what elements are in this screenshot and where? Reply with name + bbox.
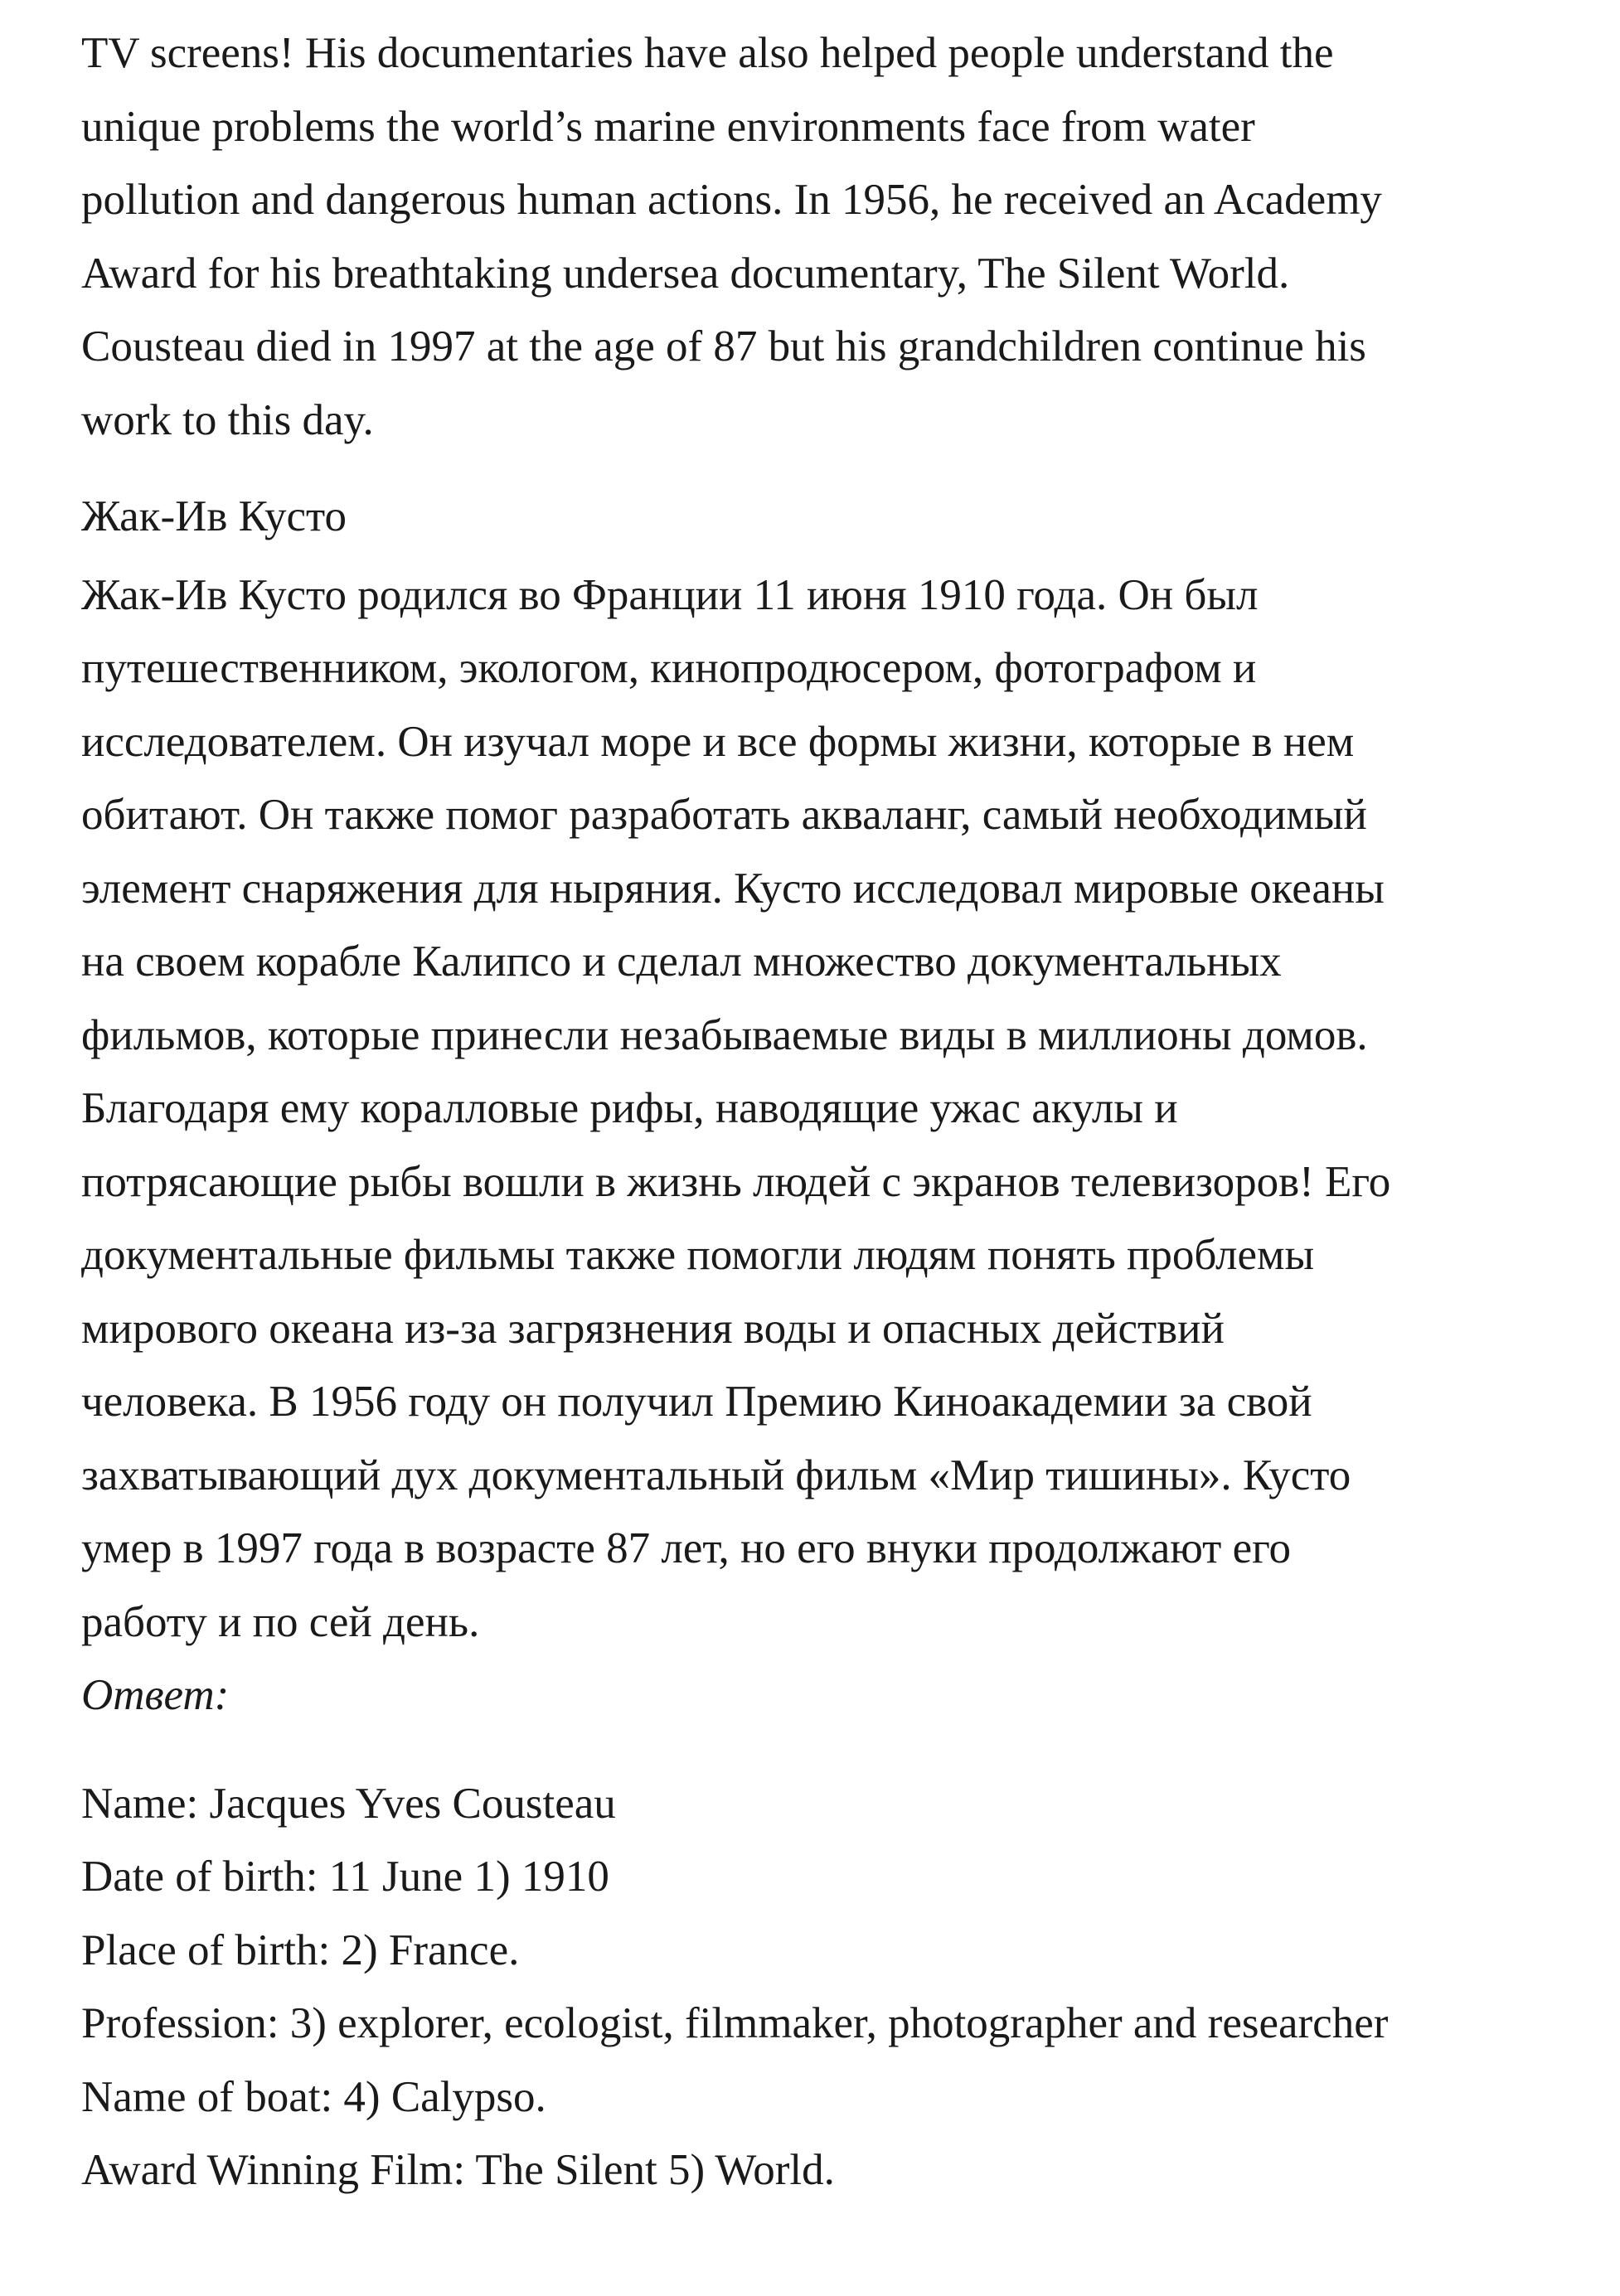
text-line: захватывающий дух документальный фильм «Мир тишины». Кусто bbox=[81, 1451, 1351, 1499]
text-line: TV screens! His documentaries have also helped people understand the bbox=[81, 29, 1334, 77]
english-paragraph-continuation bbox=[81, 17, 1574, 457]
text-line: Cousteau died in 1997 at the age of 87 but his grandchildren continue his bbox=[81, 322, 1366, 371]
text-line: обитают. Он также помог разработать акваланг, самый необходимый bbox=[81, 791, 1367, 839]
answer-name: Name: Jacques Yves Cousteau bbox=[81, 1779, 616, 1828]
text-line: умер в 1997 года в возрасте 87 лет, но его внуки продолжают его bbox=[81, 1524, 1292, 1572]
text-line: работу и по сей день. bbox=[81, 1597, 480, 1646]
answer-place-of-birth: Place of birth: 2) France. bbox=[81, 1925, 520, 1974]
answer-profession: Profession: 3) explorer, ecologist, filmmaker, photographer and researcher bbox=[81, 1999, 1389, 2047]
text-line: путешественником, экологом, кинопродюсером, фотографом и bbox=[81, 644, 1257, 692]
answer-label: Ответ: bbox=[81, 1671, 230, 1719]
text-line: фильмов, которые принесли незабываемые виды в миллионы домов. bbox=[81, 1010, 1368, 1059]
answer-date-of-birth: Date of birth: 11 June 1) 1910 bbox=[81, 1853, 609, 1901]
text-line: pollution and dangerous human actions. In 1956, he received an Academy bbox=[81, 176, 1382, 224]
text-line: документальные фильмы также помогли людям понять проблемы bbox=[81, 1231, 1315, 1279]
text-line: потрясающие рыбы вошли в жизнь людей с экранов телевизоров! Его bbox=[81, 1157, 1391, 1206]
text-line: на своем корабле Калипсо и сделал множество документальных bbox=[81, 937, 1282, 986]
text-line: элемент снаряжения для ныряния. Кусто исследовал мировые океаны bbox=[81, 864, 1385, 913]
russian-heading: Жак-Ив Кусто bbox=[81, 492, 347, 540]
text-line: work to this day. bbox=[81, 395, 374, 444]
text-line: человека. В 1956 году он получил Премию Киноакадемии за свой bbox=[81, 1378, 1312, 1426]
text-line: Жак-Ив Кусто родился во Франции 11 июня 1910 года. Он был bbox=[81, 570, 1259, 619]
text-line: исследователем. Он изучал море и все формы жизни, которые в нем bbox=[81, 717, 1355, 766]
russian-paragraph bbox=[81, 559, 1574, 1659]
text-line: Award for his breathtaking undersea documentary, The Silent World. bbox=[81, 249, 1290, 298]
text-line: Благодаря ему коралловые рифы, наводящие ужас акулы и bbox=[81, 1084, 1178, 1132]
answer-boat-name: Name of boat: 4) Calypso. bbox=[81, 2072, 546, 2121]
text-line: мирового океана из-за загрязнения воды и опасных действий bbox=[81, 1304, 1225, 1353]
document-page bbox=[81, 17, 1574, 2207]
answer-list bbox=[81, 1767, 1574, 2207]
answer-award-film: Award Winning Film: The Silent 5) World. bbox=[81, 2146, 835, 2194]
text-line: unique problems the world’s marine environments face from water bbox=[81, 102, 1255, 151]
